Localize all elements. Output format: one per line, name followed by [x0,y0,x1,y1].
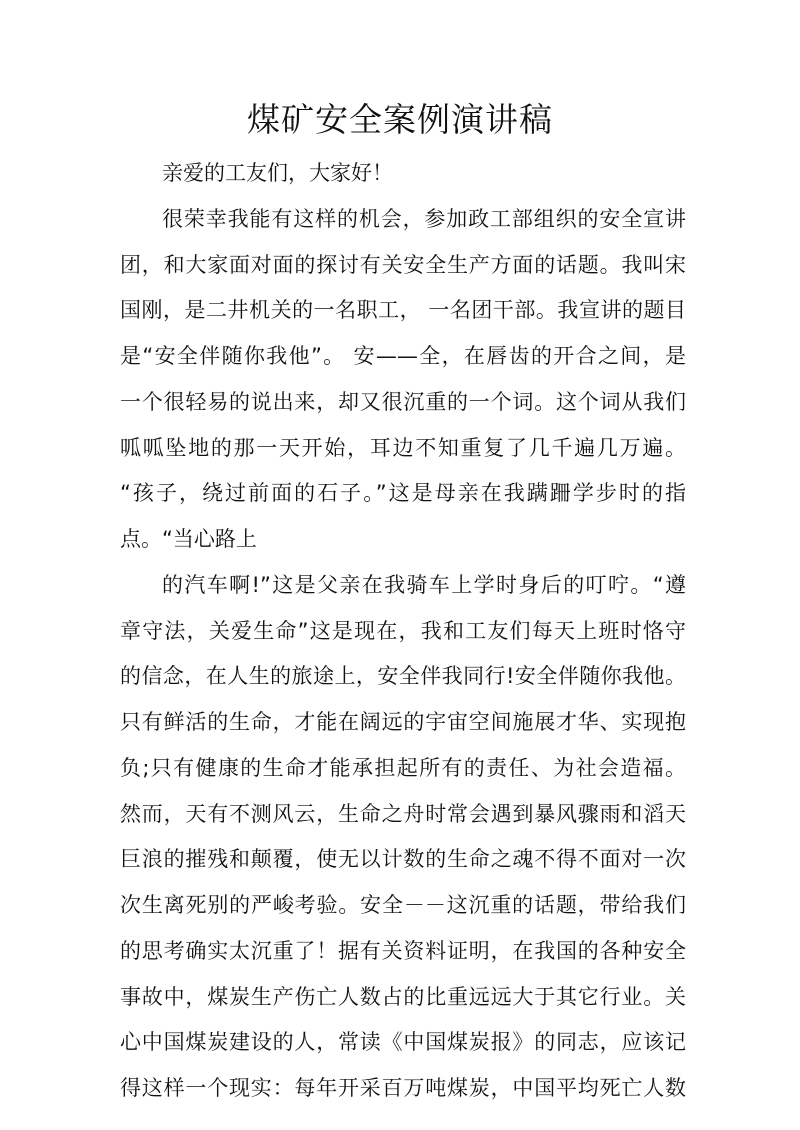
text-line-21: 得这样一个现实：每年开采百万吨煤炭，中国平均死亡人数 [120,1076,686,1100]
text-line-16: 巨浪的摧残和颠覆，使无以计数的生命之魂不得不面对一次 [120,847,686,871]
text-line-12: 的信念，在人生的旅途上，安全伴我同行!安全伴随你我他。 [120,664,686,688]
text-line-7: 呱呱坠地的那一天开始，耳边不知重复了几千遍几万遍。 [120,436,686,460]
document-body [120,158,686,1100]
text-line-18: 的思考确实太沉重了！据有关资料证明，在我国的各种安全 [120,939,686,963]
text-line-3: 团，和大家面对面的探讨有关安全生产方面的话题。我叫宋 [120,253,686,277]
text-line-2: 很荣幸我能有这样的机会，参加政工部组织的安全宣讲 [162,207,686,231]
text-line-19: 事故中，煤炭生产伤亡人数占的比重远远大于其它行业。关 [120,985,686,1009]
text-line-4: 国刚，是二井机关的一名职工， 一名团干部。我宣讲的题目 [120,298,686,322]
text-line-13: 只有鲜活的生命，才能在阔远的宇宙空间施展才华、实现抱 [120,710,686,734]
text-line-5: 是“安全伴随你我他”。 安——全，在唇齿的开合之间，是 [120,344,686,368]
text-line-14: 负;只有健康的生命才能承担起所有的责任、为社会造福。 [120,756,686,780]
text-line-6: 一个很轻易的说出来，却又很沉重的一个词。这个词从我们 [120,390,686,414]
text-line-1: 亲爱的工友们，大家好！ [162,161,393,185]
text-line-10: 的汽车啊!”这是父亲在我骑车上学时身后的叮咛。“遵 [162,573,686,597]
text-line-20: 心中国煤炭建设的人，常读《中国煤炭报》的同志，应该记 [120,1030,686,1054]
text-line-15: 然而，天有不测风云，生命之舟时常会遇到暴风骤雨和滔天 [120,802,686,826]
text-line-17: 次生离死别的严峻考验。安全－－这沉重的话题，带给我们 [120,893,686,917]
page-title: 煤矿安全案例演讲稿 [247,100,553,139]
text-line-8: “孩子，绕过前面的石子。”这是母亲在我蹒跚学步时的指 [120,481,686,505]
text-line-9: 点。“当心路上 [120,527,257,551]
text-line-11: 章守法，关爱生命”这是现在，我和工友们每天上班时恪守 [120,619,686,643]
